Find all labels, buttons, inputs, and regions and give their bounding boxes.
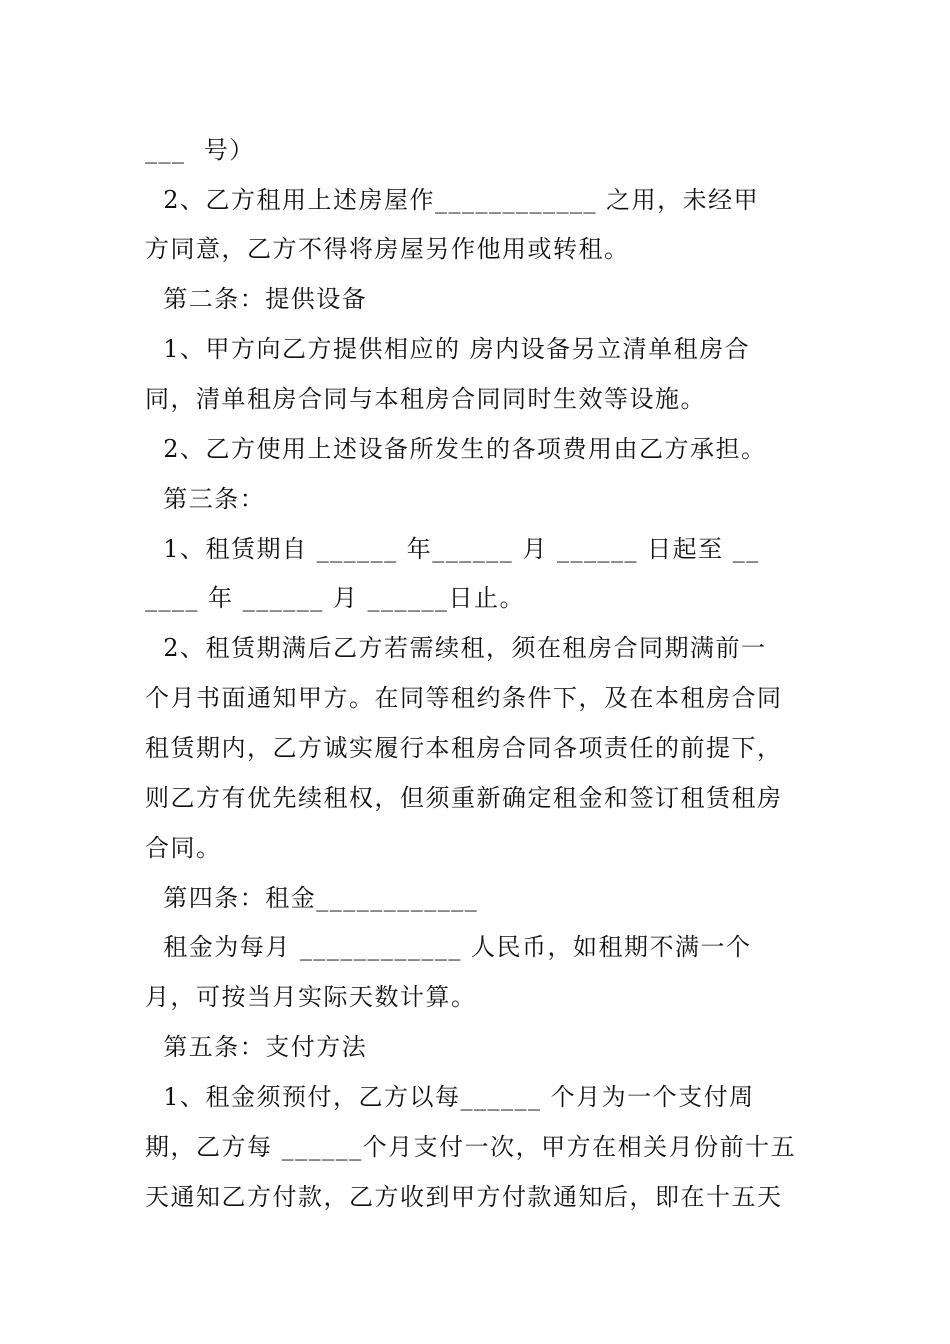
text-line: ____ 年 ______ 月 ______日止。 [145, 584, 526, 612]
text-line: 合同。 [145, 834, 222, 862]
text-line: 月，可按当月实际天数计算。 [145, 983, 477, 1011]
section-heading: 第二条：提供设备 [145, 285, 368, 313]
text-line: 则乙方有优先续租权，但须重新确定租金和签订租赁租房 [145, 784, 783, 812]
text-line: 1、租金须预付，乙方以每______ 个月为一个支付周 [145, 1083, 755, 1111]
text-line: 期，乙方每 ______个月支付一次，甲方在相关月份前十五 [145, 1133, 797, 1161]
text-line: 方同意，乙方不得将房屋另作他用或转租。 [145, 235, 630, 263]
section-heading: 第五条：支付方法 [145, 1033, 368, 1061]
text-line: ___ 号） [145, 136, 255, 164]
text-line: 1、租赁期自 ______ 年______ 月 ______ 日起至 __ [145, 535, 760, 563]
section-heading: 第三条： [145, 485, 266, 513]
text-line: 2、乙方使用上述设备所发生的各项费用由乙方承担。 [145, 435, 767, 463]
text-line: 天通知乙方付款，乙方收到甲方付款通知后，即在十五天 [145, 1183, 783, 1211]
text-line: 2、乙方租用上述房屋作____________ 之用，未经甲 [145, 186, 760, 214]
text-line: 个月书面通知甲方。在同等租约条件下，及在本租房合同 [145, 684, 783, 712]
text-line: 租金为每月 ____________ 人民币，如租期不满一个 [145, 933, 752, 961]
section-heading: 第四条：租金____________ [145, 884, 479, 912]
text-line: 同，清单租房合同与本租房合同同时生效等设施。 [145, 385, 706, 413]
text-line: 租赁期内，乙方诚实履行本租房合同各项责任的前提下， [145, 734, 783, 762]
text-line: 2、租赁期满后乙方若需续租，须在租房合同期满前一 [145, 634, 767, 662]
text-line: 1、甲方向乙方提供相应的 房内设备另立清单租房合 [145, 335, 751, 363]
